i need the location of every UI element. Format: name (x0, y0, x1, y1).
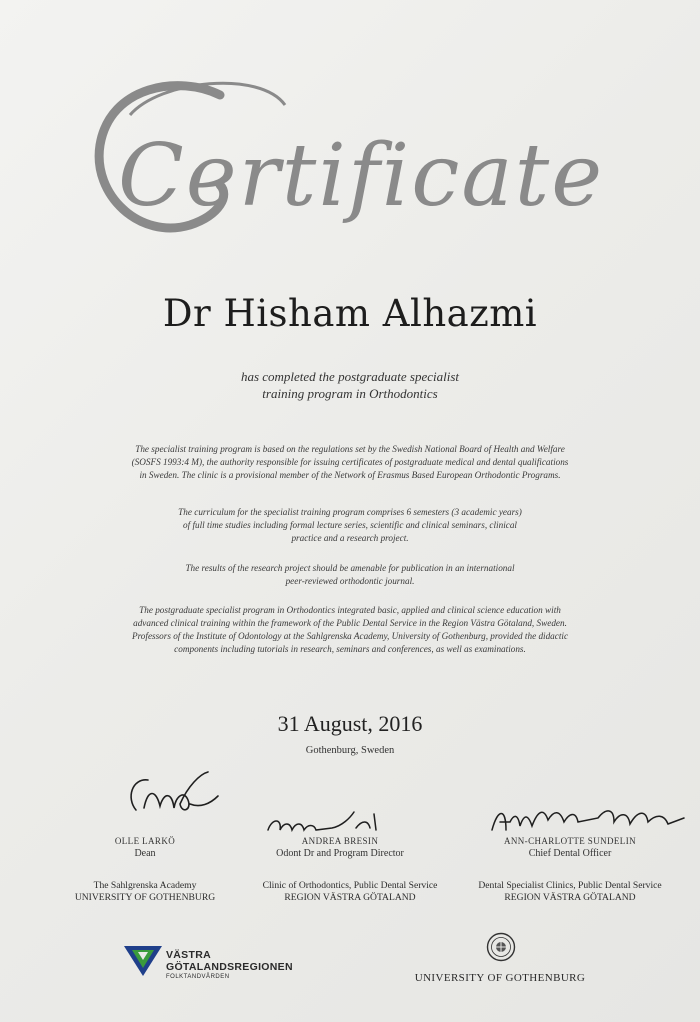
research-paragraph (70, 562, 630, 588)
paragraph-line: (SOSFS 1993:4 M), the authority responsible for issuing certificates of postgraduate medical and dental qualifications (131, 457, 569, 467)
program-paragraph (60, 604, 640, 656)
paragraph-line: in Sweden. The clinic is a provisional member of the Network of Erasmus Based European Orthodontic Programs. (139, 470, 561, 480)
signature-dean-icon (118, 768, 228, 828)
signatory-role-dean: Dean (134, 848, 156, 859)
institution-director (240, 880, 460, 904)
institution-line: REGION VÄSTRA GÖTALAND (504, 892, 636, 903)
signature-chief-officer-icon (488, 800, 688, 840)
paragraph-line: The curriculum for the specialist training program comprises 6 semesters (3 academic years) (178, 507, 522, 517)
issue-date: 31 August, 2016 (277, 711, 423, 736)
paragraph-line: practice and a research project. (291, 533, 409, 543)
certificate-title (70, 55, 630, 255)
paragraph-line: peer-reviewed orthodontic journal. (285, 576, 415, 586)
vgr-line: FOLKTANDVÅRDEN (166, 974, 230, 980)
paragraph-line: Professors of the Institute of Odontology at the Sahlgrenska Academy, University of Gothenburg, provided the didactic (131, 631, 569, 641)
signatory-name-chief-officer: ANN-CHARLOTTE SUNDELIN (503, 836, 637, 846)
regulations-paragraph (70, 443, 630, 482)
vgr-logo-text (166, 949, 293, 982)
vgr-line: VÄSTRA (166, 949, 211, 961)
paragraph-line: of full time studies including formal lecture series, scientific and clinical seminars, clinical (183, 520, 517, 530)
institution-dean (55, 880, 235, 904)
university-seal-icon (486, 932, 516, 962)
paragraph-line: The postgraduate specialist program in Orthodontics integrated basic, applied and clinical science education with (139, 605, 561, 615)
university-name: UNIVERSITY OF GOTHENBURG (414, 972, 586, 984)
paragraph-line: components including tutorials in research, seminars and conferences, as well as examinations. (174, 644, 526, 654)
curriculum-paragraph (70, 506, 630, 545)
signatory-role-chief-officer: Chief Dental Officer (528, 848, 612, 859)
recipient-name: Dr Hisham Alhazmi (162, 292, 538, 335)
institution-chief-officer (455, 880, 685, 904)
paragraph-line: advanced clinical training within the framework of the Public Dental Service in the Region Västra Götaland, Sweden. (133, 618, 567, 628)
completion-line: has completed the postgraduate specialist (240, 369, 460, 384)
completion-line: training program in Orthodontics (262, 386, 438, 401)
vgr-line: GÖTALANDSREGIONEN (166, 961, 293, 973)
institution-line: REGION VÄSTRA GÖTALAND (284, 892, 416, 903)
signature-director-icon (262, 806, 392, 838)
title-text: Certificate (118, 126, 605, 226)
institution-line: UNIVERSITY OF GOTHENBURG (74, 892, 216, 903)
institution-line: Clinic of Orthodontics, Public Dental Service (262, 880, 438, 891)
signatory-name-dean: OLLE LARKÖ (114, 836, 176, 846)
completion-statement (0, 368, 700, 402)
signatory-role-director: Odont Dr and Program Director (276, 848, 404, 859)
institution-line: Dental Specialist Clinics, Public Dental Service (478, 880, 662, 891)
paragraph-line: The specialist training program is based on the regulations set by the Swedish National Board of Health and Welfare (135, 444, 565, 454)
institution-line: The Sahlgrenska Academy (93, 880, 197, 891)
vgr-logo-icon (122, 942, 164, 978)
issue-place: Gothenburg, Sweden (305, 745, 395, 756)
paragraph-line: The results of the research project should be amenable for publication in an international (185, 563, 515, 573)
signatory-name-director: ANDREA BRESIN (301, 836, 379, 846)
